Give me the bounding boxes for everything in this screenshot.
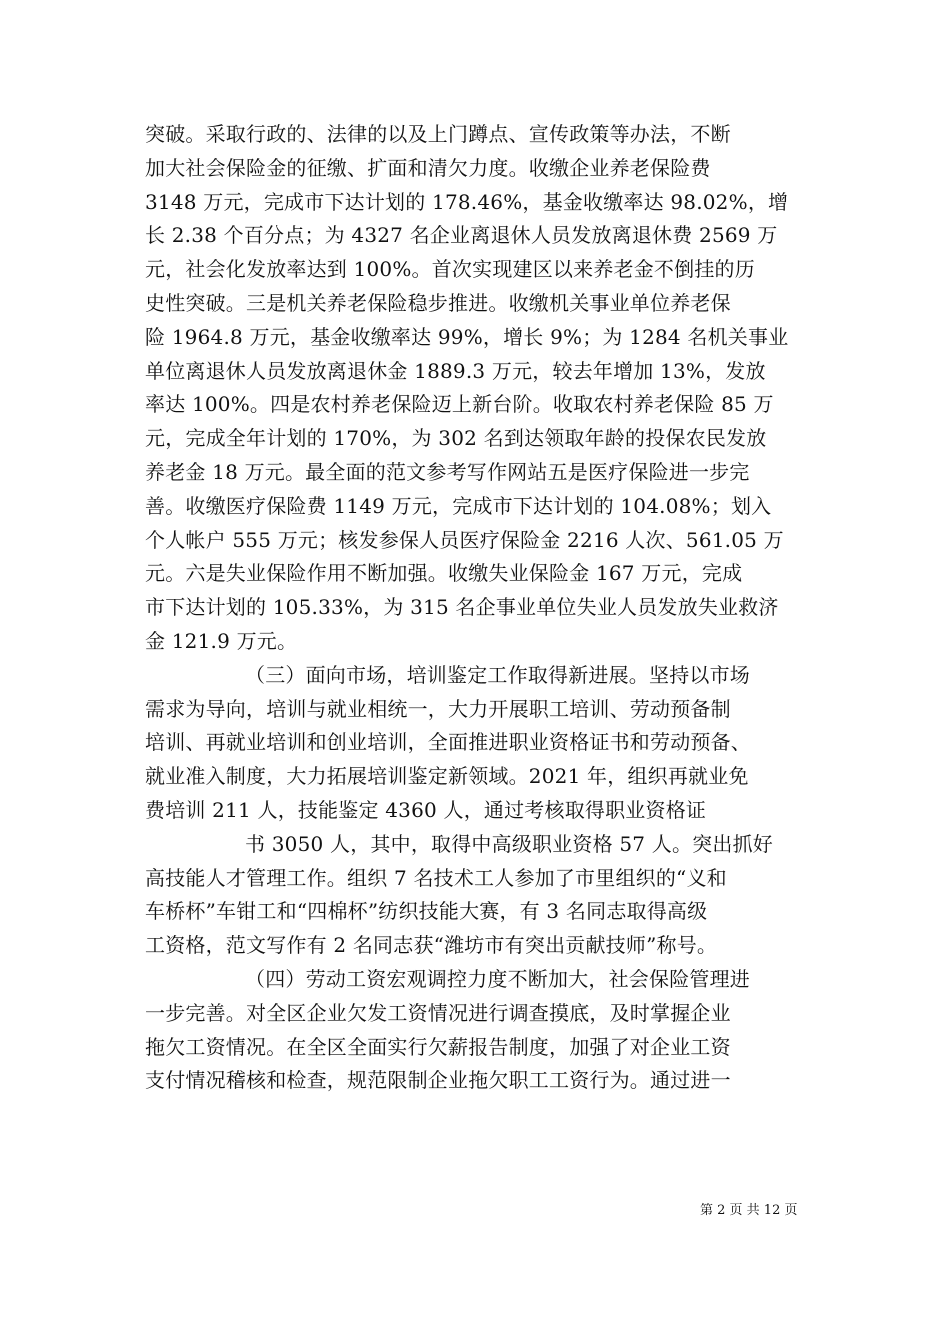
text-line: 元。六是失业保险作用不断加强。收缴失业保险金 167 万元，完成 [145,561,743,586]
text-line: 一步完善。对全区企业欠发工资情况进行调查摸底，及时掌握企业 [145,1000,731,1025]
text-line: 工资格，范文写作有 2 名同志获“潍坊市有突出贡献技师”称号。 [145,933,718,958]
section-heading-line: （三）面向市场，培训鉴定工作取得新进展。坚持以市场 [245,662,750,687]
text-line: 养老金 18 万元。最全面的范文参考写作网站五是医疗保险进一步完 [145,459,750,484]
body-text [145,118,815,1098]
text-line: 书 3050 人，其中，取得中高级职业资格 57 人。突出抓好 [245,831,773,856]
text-line: 率达 100%。四是农村养老保险迈上新台阶。收取农村养老保险 85 万 [145,392,774,417]
text-line: 车桥杯”车钳工和“四棉杯”纺织技能大赛，有 3 名同志取得高级 [145,899,708,924]
text-line: 费培训 211 人，技能鉴定 4360 人，通过考核取得职业资格证 [145,797,707,822]
text-line: 史性突破。三是机关养老保险稳步推进。收缴机关事业单位养老保 [145,290,731,315]
text-line: 拖欠工资情况。在全区全面实行欠薪报告制度，加强了对企业工资 [145,1034,731,1059]
text-line: 元，社会化发放率达到 100%。首次实现建区以来养老金不倒挂的历 [145,257,755,282]
text-line: 突破。采取行政的、法律的以及上门蹲点、宣传政策等办法，不断 [145,122,731,146]
text-line: 险 1964.8 万元，基金收缴率达 99%，增长 9%；为 1284 名机关事业 [145,324,789,349]
text-line: 高技能人才管理工作。组织 7 名技术工人参加了市里组织的“义和 [145,865,727,890]
text-line: 就业准入制度，大力拓展培训鉴定新领域。2021 年，组织再就业免 [145,764,749,789]
text-line: 3148 万元，完成市下达计划的 178.46%，基金收缴率达 98.02%，增 [145,189,789,214]
text-line: 元，完成全年计划的 170%，为 302 名到达领取年龄的投保农民发放 [145,426,767,451]
text-line: 金 121.9 万元。 [145,628,298,653]
text-line: 长 2.38 个百分点；为 4327 名企业离退休人员发放离退休费 2569 万 [145,223,778,248]
text-line: 支付情况稽核和检查，规范限制企业拖欠职工工资行为。通过进一 [145,1068,731,1093]
text-line: 培训、再就业培训和创业培训，全面推进职业资格证书和劳动预备、 [145,730,751,755]
text-line: 善。收缴医疗保险费 1149 万元，完成市下达计划的 104.08%；划入 [145,493,772,518]
section-heading-line: （四）劳动工资宏观调控力度不断加大，社会保险管理进 [245,966,750,991]
page-number-footer: 第 2 页 共 12 页 [700,1203,798,1218]
text-line: 需求为导向，培训与就业相统一，大力开展职工培训、劳动预备制 [145,696,731,721]
text-line: 加大社会保险金的征缴、扩面和清欠力度。收缴企业养老保险费 [145,155,711,180]
text-line: 市下达计划的 105.33%，为 315 名企事业单位失业人员发放失业救济 [145,595,779,620]
text-line: 个人帐户 555 万元；核发参保人员医疗保险金 2216 人次、561.05 万 [145,527,784,552]
text-line: 单位离退休人员发放离退休金 1889.3 万元，较去年增加 13%，发放 [145,358,766,383]
